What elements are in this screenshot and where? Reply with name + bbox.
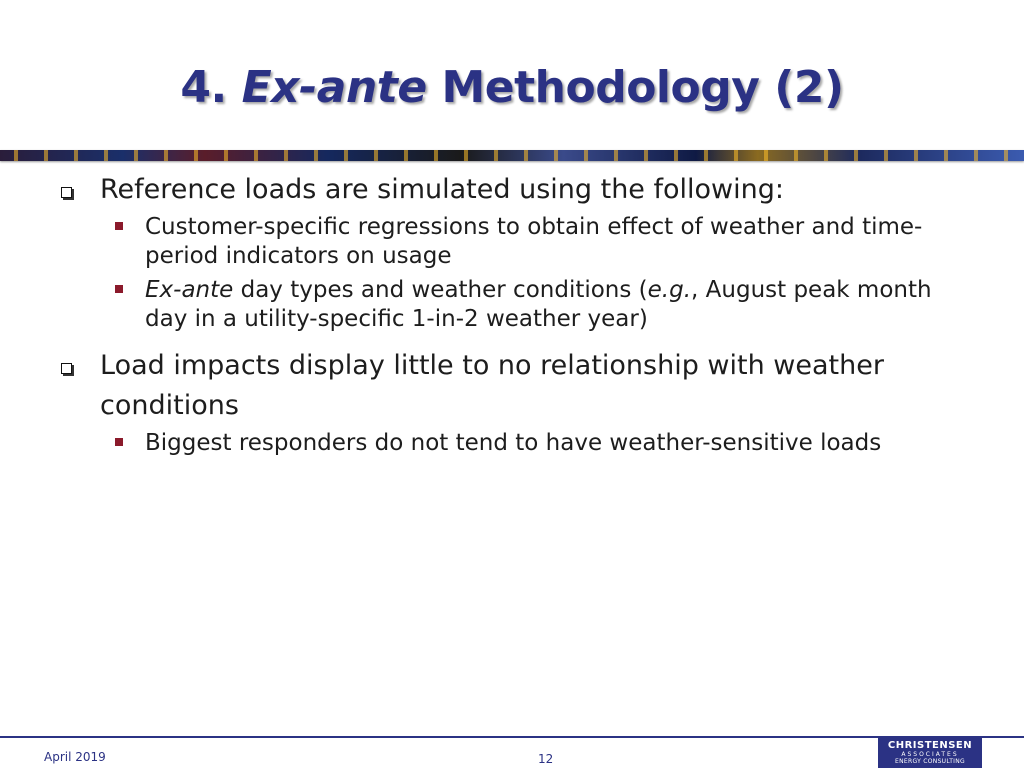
sub-bullet-text: Customer-specific regressions to obtain effect of weather and time-period indicators on usage (145, 214, 923, 269)
slide-title-rest: Methodology (2) (426, 62, 844, 113)
slide-content (0, 170, 1024, 463)
bullet-text: Reference loads are simulated using the following: (100, 174, 784, 205)
sub-bullet-regressions (145, 213, 935, 271)
sub-bullet-biggest-responders (145, 429, 935, 458)
square-bullet-icon (115, 222, 123, 230)
hollow-square-bullet-icon (61, 187, 72, 198)
sub-bullet-day-types (145, 276, 935, 334)
company-logo (878, 738, 982, 768)
sub-bullet-italic-lead: Ex-ante (145, 277, 234, 303)
square-bullet-icon (115, 285, 123, 293)
bullet-text: Load impacts display little to no relationship with weather conditions (100, 350, 884, 421)
slide-title (0, 62, 1024, 113)
square-bullet-icon (115, 438, 123, 446)
logo-line-2: ASSOCIATES (901, 751, 959, 758)
slide-title-italic: Ex-ante (241, 62, 427, 113)
sub-bullet-italic-mid: e.g. (647, 277, 692, 303)
footer-divider (0, 736, 1024, 738)
footer-date: April 2019 (44, 750, 106, 764)
sub-bullet-text-a: day types and weather conditions ( (233, 277, 648, 303)
decorative-banner (0, 150, 1024, 161)
page-number: 12 (538, 752, 554, 766)
sub-bullet-text-b: , August peak month day in a utility-specific 1-in-2 weather year) (145, 277, 932, 332)
sub-bullet-text: Biggest responders do not tend to have weather-sensitive loads (145, 430, 882, 456)
logo-line-3: ENERGY CONSULTING (895, 758, 965, 765)
bullet-reference-loads (100, 170, 940, 210)
bullet-load-impacts (100, 346, 940, 426)
logo-line-1: CHRISTENSEN (887, 740, 973, 751)
slide-title-prefix: 4. (180, 62, 242, 113)
hollow-square-bullet-icon (61, 363, 72, 374)
